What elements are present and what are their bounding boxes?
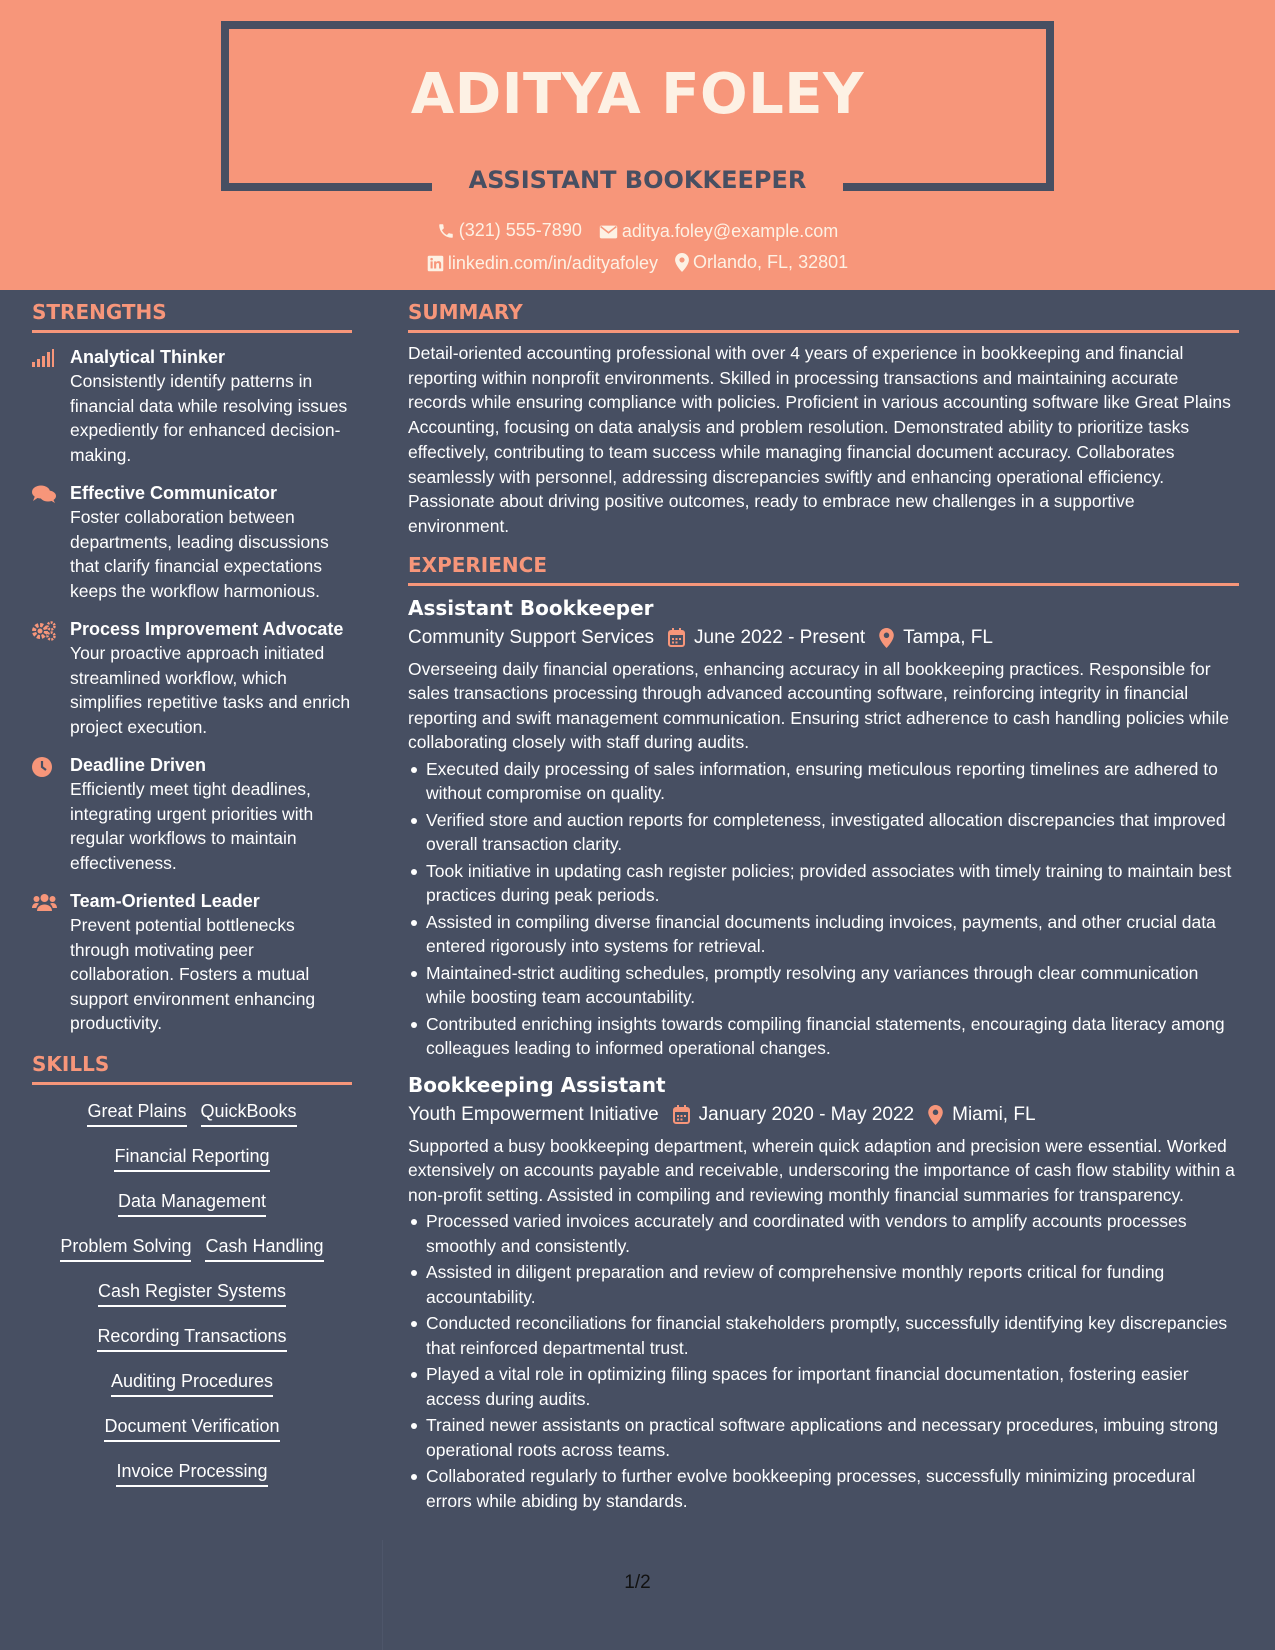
job-role: Bookkeeping Assistant [408,1072,666,1097]
contact-phone[interactable] [437,220,582,241]
skill-tag: Data Management [118,1187,266,1217]
strength-item [32,617,352,739]
linkedin-text: linkedin.com/in/adityafoley [447,253,658,273]
skill-tag: Document Verification [104,1412,279,1442]
header-frame-right-bar [843,183,1054,191]
job-bullet: Trained newer assistants on practical software applications and necessary procedures, imbuing strong operational roots across teams. [408,1413,1239,1462]
job-meta [408,623,1239,653]
strengths-heading: STRENGTHS [32,300,352,333]
job-dates-wrap [673,1100,914,1130]
location-text: Orlando, FL, 32801 [693,252,849,272]
job-bullet: Maintained-strict auditing schedules, promptly resolving any variances through clear communication while boosting team accountability. [408,961,1239,1010]
job-bullet: Processed varied invoices accurately and coordinated with vendors to amplify accounts processes smoothly and consistently. [408,1209,1239,1258]
header-frame-left-bar [221,183,432,191]
strength-desc: Prevent potential bottlenecks through motivating peer collaboration. Fosters a mutual support environment enhancing productivity. [70,915,316,1033]
contact-email[interactable] [599,221,838,242]
contact-row-2 [0,252,1275,277]
job-dates-wrap [668,623,865,653]
skill-tag: QuickBooks [201,1097,297,1127]
calendar-icon [673,1105,690,1124]
strength-title: Analytical Thinker [70,347,226,367]
experience-heading: EXPERIENCE [408,553,1239,586]
strength-desc: Consistently identify patterns in financial data while resolving issues expediently for enhanced decision-making. [70,371,348,465]
job-bullet: Took initiative in updating cash register policies; provided associates with timely training to maintain best practices during peak periods. [408,859,1239,908]
summary-text: Detail-oriented accounting professional with over 4 years of experience in bookkeeping and financial reporting within nonprofit environments. Skilled in processing transactions and maintaining accurate records while ensuring compliance with policies. Proficient in various accounting software like Great Plains Accounting, focusing on data analysis and problem resolution. Demonstrated ability to prioritize tasks effectively, contributing to team success while managing financial document accuracy. Collaborates seamlessly with personnel, addressing discrepancies swiftly and enhancing operational efficiency. Passionate about driving positive outcomes, ready to embrace new challenges in a supportive environment. [408,343,1231,536]
contact-linkedin[interactable] [427,253,658,274]
job-dates: June 2022 - Present [694,626,866,648]
page-number: 1/2 [624,1572,651,1593]
job-bullet: Executed daily processing of sales information, ensuring meticulous reporting timelines are adhered to without compromise on quality. [408,757,1239,806]
bar-chart-icon [32,349,54,367]
envelope-icon [599,224,618,240]
job-entry [408,1071,1239,1514]
left-column [32,300,352,1502]
job-location: Tampa, FL [903,626,993,648]
skill-tag: Auditing Procedures [111,1367,273,1397]
job-role: Assistant Bookkeeper [408,595,654,620]
skill-tag: Problem Solving [60,1232,191,1262]
strength-item [32,345,352,467]
job-dates: January 2020 - May 2022 [698,1103,915,1125]
strength-desc: Foster collaboration between departments, leading discussions that clarify financial expectations keeps the workflow harmonious. [70,507,329,601]
strength-item [32,481,352,603]
job-company: Community Support Services [408,626,655,648]
job-bullets [408,1209,1239,1513]
job-bullet: Played a vital role in optimizing filing spaces for important financial documentation, fostering easier access during audits. [408,1362,1239,1411]
job-location: Miami, FL [952,1103,1036,1125]
skill-tag: Financial Reporting [114,1142,269,1172]
skill-tag: Great Plains [87,1097,186,1127]
chat-icon [32,485,56,503]
candidate-name: ADITYA FOLEY [410,62,865,127]
team-icon [32,893,57,911]
candidate-title: ASSISTANT BOOKKEEPER [468,166,807,194]
strength-desc: Your proactive approach initiated streamlined workflow, which simplifies repetitive tasks and enrich project execution. [70,643,351,737]
job-company: Youth Empowerment Initiative [408,1103,659,1125]
skill-tag: Recording Transactions [97,1322,286,1352]
clock-icon [32,757,52,777]
job-entry [408,594,1239,1061]
strength-title: Team-Oriented Leader [70,891,260,911]
map-pin-icon [879,628,894,648]
map-pin-icon [928,1105,943,1125]
job-bullet: Assisted in diligent preparation and review of comprehensive monthly reports critical for funding accountability. [408,1260,1239,1309]
job-bullets [408,757,1239,1061]
email-text: aditya.foley@example.com [621,221,839,241]
skills-list [32,1097,352,1488]
job-bullet: Conducted reconciliations for financial stakeholders promptly, successfully identifying key discrepancies that reinforced departmental trust. [408,1311,1239,1360]
contact-row-1 [0,220,1275,245]
job-description: Supported a busy bookkeeping department, wherein quick adaption and precision were essential. Worked extensively on accounts payable and receivable, underscoring the importance of cash flow stability within a non-profit setting. Assisted in compiling and reviewing monthly financial summaries for transparency. [408,1135,1235,1205]
phone-icon [437,222,455,240]
job-bullet: Collaborated regularly to further evolve bookkeeping processes, successfully minimizing procedural errors while abiding by standards. [408,1464,1239,1513]
strength-item [32,889,352,1036]
job-bullet: Verified store and auction reports for completeness, investigated allocation discrepancies that improved overall transaction clarity. [408,808,1239,857]
phone-text: (321) 555-7890 [458,220,582,240]
strength-title: Process Improvement Advocate [70,619,344,639]
job-bullet: Assisted in compiling diverse financial documents including invoices, payments, and other crucial data entered rigorously into systems for retrieval. [408,910,1239,959]
skill-tag: Cash Handling [205,1232,323,1262]
job-location-wrap [928,1100,1035,1130]
right-column [408,300,1239,1515]
contact-location [675,252,848,273]
summary-heading: SUMMARY [408,300,1239,333]
strength-title: Effective Communicator [70,483,278,503]
skill-tag: Cash Register Systems [98,1277,286,1307]
skill-tag: Invoice Processing [116,1457,267,1487]
job-location-wrap [879,623,993,653]
gears-icon [32,621,56,641]
strength-title: Deadline Driven [70,755,207,775]
column-separator [382,1540,383,1650]
job-meta [408,1100,1239,1130]
resume-header [0,0,1275,290]
strength-item [32,753,352,875]
job-description: Overseeing daily financial operations, enhancing accuracy in all bookkeeping practices. Responsible for sales transactions processing through advanced accounting software, reinforcing integrity in financial reporting and swift management communication. Ensuring strict adherence to cash handling policies while collaborating closely with staff during audits. [408,658,1229,753]
skills-heading: SKILLS [32,1052,352,1085]
strength-desc: Efficiently meet tight deadlines, integrating urgent priorities with regular workflows to maintain effectiveness. [70,779,314,873]
strengths-list [32,345,352,1036]
calendar-icon [668,628,685,647]
linkedin-icon [427,255,444,272]
job-bullet: Contributed enriching insights towards compiling financial statements, encouraging data literacy among colleagues leading to informed operational changes. [408,1012,1239,1061]
map-pin-icon [675,253,689,272]
